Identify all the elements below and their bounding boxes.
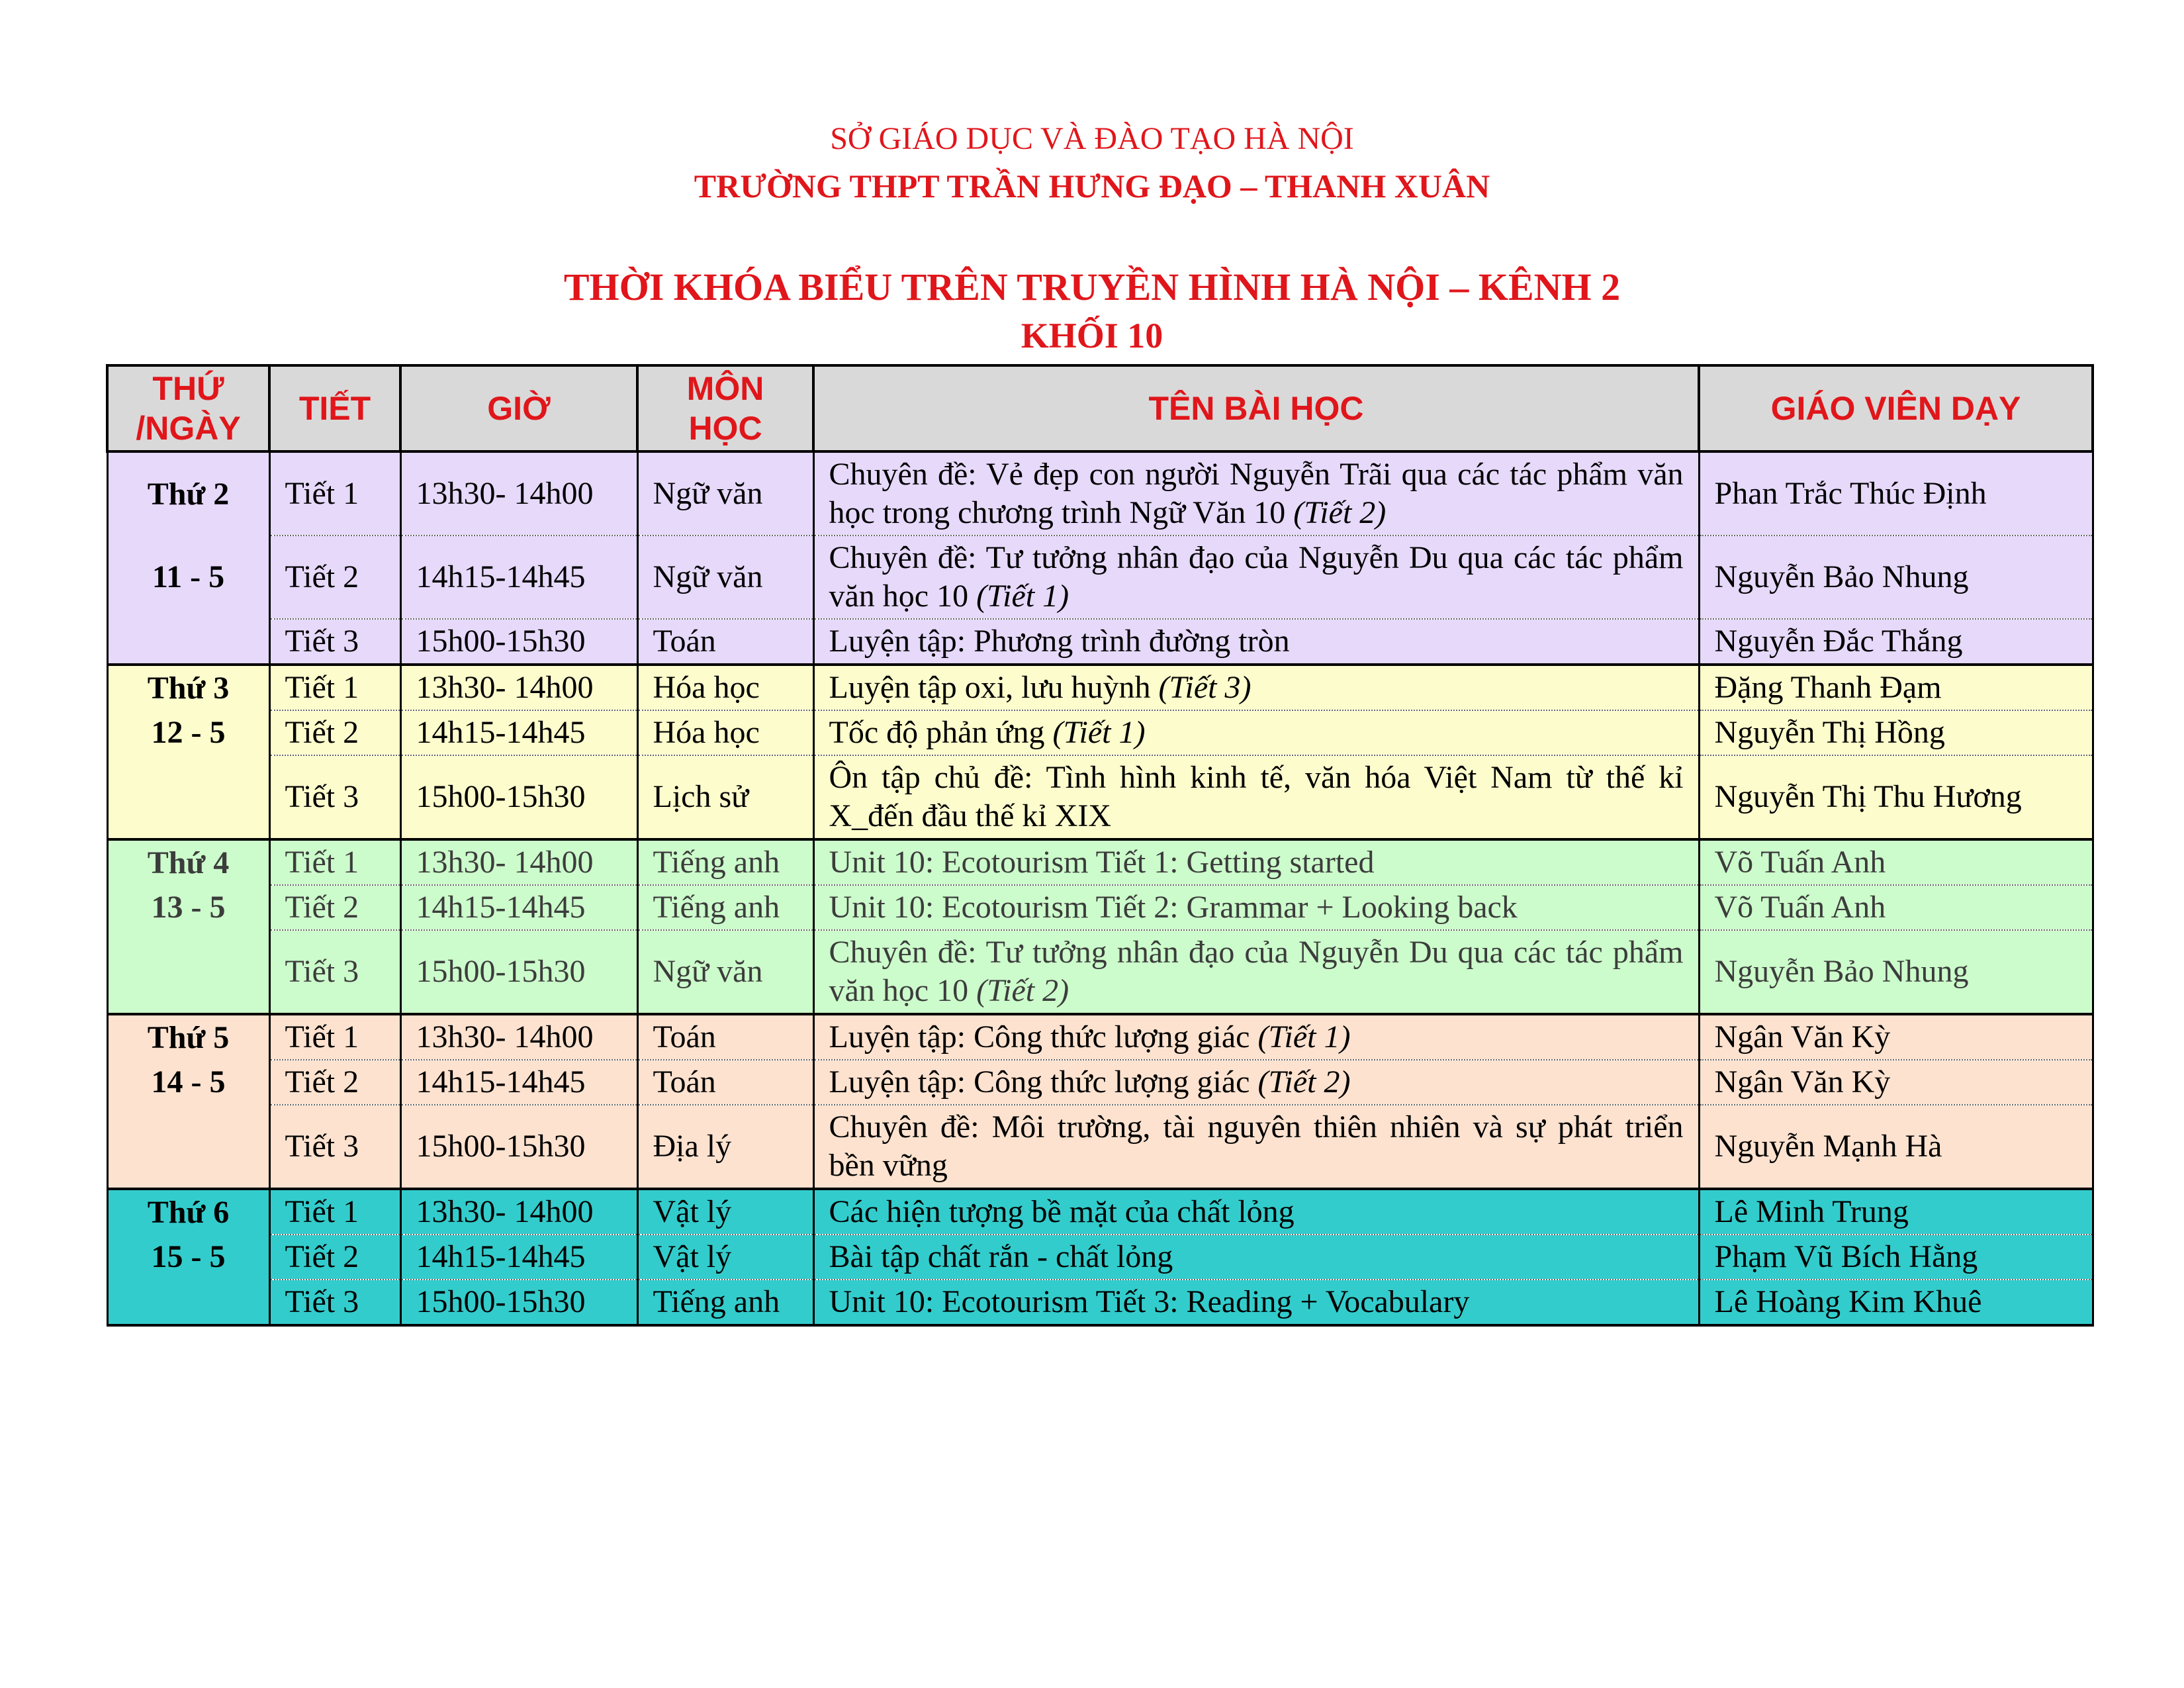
period-cell: Tiết 1: [269, 451, 400, 536]
lesson-cell: [813, 1189, 1699, 1235]
table-row: [107, 619, 2093, 665]
subject-cell: Ngữ văn: [637, 451, 813, 536]
day-spacer-cell: [107, 619, 269, 665]
subject-cell: Ngữ văn: [637, 536, 813, 619]
lesson-title: Chuyên đề: Tư tưởng nhân đạo của Nguyễn Du qua các tác phẩm văn học 10: [829, 540, 1684, 614]
period-cell: Tiết 1: [269, 1014, 400, 1060]
table-row: [107, 1235, 2093, 1280]
period-cell: Tiết 3: [269, 755, 400, 839]
teacher-cell: Nguyễn Bảo Nhung: [1699, 930, 2093, 1014]
lesson-title: Unit 10: Ecotourism Tiết 3: Reading + Vocabulary: [829, 1284, 1470, 1319]
subject-cell: Hóa học: [637, 710, 813, 755]
lesson-cell: [813, 885, 1699, 930]
lesson-cell: [813, 1280, 1699, 1325]
lesson-cell: [813, 710, 1699, 755]
period-cell: Tiết 3: [269, 930, 400, 1014]
table-row: [107, 930, 2093, 1014]
lesson-cell: [813, 755, 1699, 839]
lesson-title: Chuyên đề: Môi trường, tài nguyên thiên nhiên và sự phát triển bền vững: [829, 1109, 1684, 1183]
table-row: [107, 755, 2093, 839]
time-cell: 14h15-14h45: [400, 536, 637, 619]
lesson-title: Các hiện tượng bề mặt của chất lỏng: [829, 1194, 1295, 1229]
table-row: [107, 1060, 2093, 1105]
teacher-cell: Nguyễn Mạnh Hà: [1699, 1105, 2093, 1189]
date-cell: 12 - 5: [107, 710, 269, 755]
period-cell: Tiết 1: [269, 1189, 400, 1235]
teacher-cell: Lê Hoàng Kim Khuê: [1699, 1280, 2093, 1325]
time-cell: 14h15-14h45: [400, 1060, 637, 1105]
period-cell: Tiết 3: [269, 619, 400, 665]
lesson-title: Luyện tập: Công thức lượng giác: [829, 1019, 1250, 1055]
lesson-cell: [813, 1235, 1699, 1280]
weekday-cell: Thứ 5: [107, 1014, 269, 1060]
lesson-title: Unit 10: Ecotourism Tiết 1: Getting started: [829, 845, 1375, 880]
time-cell: 15h00-15h30: [400, 619, 637, 665]
lesson-note: (Tiết 1): [1052, 715, 1146, 750]
teacher-cell: Lê Minh Trung: [1699, 1189, 2093, 1235]
subject-cell: Địa lý: [637, 1105, 813, 1189]
subject-cell: Toán: [637, 1060, 813, 1105]
subject-cell: Hóa học: [637, 665, 813, 710]
time-cell: 14h15-14h45: [400, 885, 637, 930]
teacher-cell: Ngân Văn Kỳ: [1699, 1014, 2093, 1060]
lesson-cell: [813, 1105, 1699, 1189]
lesson-note: (Tiết 2): [976, 973, 1069, 1008]
day-spacer-cell: [107, 930, 269, 1014]
teacher-cell: Võ Tuấn Anh: [1699, 885, 2093, 930]
table-row: [107, 710, 2093, 755]
teacher-cell: Nguyễn Bảo Nhung: [1699, 536, 2093, 619]
date-cell: 11 - 5: [107, 536, 269, 619]
lesson-note: (Tiết 1): [1257, 1019, 1351, 1055]
teacher-cell: Phạm Vũ Bích Hằng: [1699, 1235, 2093, 1280]
col-header-subject-line2: HỌC: [688, 410, 762, 447]
teacher-cell: Nguyễn Đắc Thắng: [1699, 619, 2093, 665]
lesson-cell: [813, 839, 1699, 885]
table-row: [107, 1189, 2093, 1235]
weekday-cell: Thứ 4: [107, 839, 269, 885]
lesson-title: Bài tập chất rắn - chất lỏng: [829, 1239, 1173, 1274]
teacher-cell: Nguyễn Thị Thu Hương: [1699, 755, 2093, 839]
period-cell: Tiết 2: [269, 536, 400, 619]
col-header-day-line2: /NGÀY: [136, 410, 241, 447]
day-spacer-cell: [107, 755, 269, 839]
period-cell: Tiết 2: [269, 885, 400, 930]
col-header-subject-line1: MÔN: [686, 370, 764, 407]
school-name: TRƯỜNG THPT TRẦN HƯNG ĐẠO – THANH XUÂN: [694, 167, 1490, 205]
period-cell: Tiết 3: [269, 1280, 400, 1325]
time-cell: 15h00-15h30: [400, 755, 637, 839]
table-row: [107, 665, 2093, 710]
time-cell: 13h30- 14h00: [400, 839, 637, 885]
lesson-cell: [813, 1014, 1699, 1060]
period-cell: Tiết 2: [269, 710, 400, 755]
col-header-teacher: GIÁO VIÊN DẠY: [1699, 365, 2093, 451]
lesson-cell: [813, 451, 1699, 536]
subject-cell: Tiếng anh: [637, 1280, 813, 1325]
subject-cell: Vật lý: [637, 1189, 813, 1235]
day-spacer-cell: [107, 1105, 269, 1189]
date-cell: 13 - 5: [107, 885, 269, 930]
lesson-note: (Tiết 2): [1293, 495, 1387, 530]
lesson-title: Luyện tập: Công thức lượng giác: [829, 1064, 1250, 1100]
col-header-time: GIỜ: [400, 365, 637, 451]
col-header-lesson: TÊN BÀI HỌC: [813, 365, 1699, 451]
col-header-subject: [637, 365, 813, 451]
lesson-cell: [813, 665, 1699, 710]
document-title: THỜI KHÓA BIỂU TRÊN TRUYỀN HÌNH HÀ NỘI – KÊNH 2: [563, 265, 1621, 308]
table-row: [107, 885, 2093, 930]
time-cell: 13h30- 14h00: [400, 1014, 637, 1060]
day-spacer-cell: [107, 1280, 269, 1325]
period-cell: Tiết 3: [269, 1105, 400, 1189]
col-header-day: [107, 365, 269, 451]
subject-cell: Vật lý: [637, 1235, 813, 1280]
lesson-cell: [813, 619, 1699, 665]
time-cell: 14h15-14h45: [400, 1235, 637, 1280]
date-cell: 15 - 5: [107, 1235, 269, 1280]
lesson-cell: [813, 930, 1699, 1014]
period-cell: Tiết 1: [269, 839, 400, 885]
table-row: [107, 1105, 2093, 1189]
lesson-title: Tốc độ phản ứng: [829, 715, 1045, 750]
lesson-cell: [813, 536, 1699, 619]
subject-cell: Lịch sử: [637, 755, 813, 839]
teacher-cell: Ngân Văn Kỳ: [1699, 1060, 2093, 1105]
table-row: [107, 536, 2093, 619]
time-cell: 13h30- 14h00: [400, 451, 637, 536]
table-row: [107, 1280, 2093, 1325]
lesson-cell: [813, 1060, 1699, 1105]
weekday-cell: Thứ 6: [107, 1189, 269, 1235]
grade-label: KHỐI 10: [1021, 316, 1163, 355]
lesson-title: Chuyên đề: Tư tưởng nhân đạo của Nguyễn Du qua các tác phẩm văn học 10: [829, 935, 1684, 1008]
lesson-title: Chuyên đề: Vẻ đẹp con người Nguyễn Trãi qua các tác phẩm văn học trong chương trình Ngữ Văn 10: [829, 457, 1684, 530]
time-cell: 15h00-15h30: [400, 1105, 637, 1189]
period-cell: Tiết 1: [269, 665, 400, 710]
table-row: [107, 839, 2093, 885]
table-row: [107, 1014, 2093, 1060]
col-header-period: TIẾT: [269, 365, 400, 451]
teacher-cell: Nguyễn Thị Hồng: [1699, 710, 2093, 755]
lesson-title: Unit 10: Ecotourism Tiết 2: Grammar + Looking back: [829, 890, 1518, 925]
period-cell: Tiết 2: [269, 1235, 400, 1280]
weekday-cell: Thứ 2: [107, 451, 269, 536]
lesson-note: (Tiết 2): [1257, 1064, 1351, 1100]
col-header-day-line1: THỨ: [152, 370, 224, 407]
timetable: [106, 364, 2094, 1327]
subject-cell: Tiếng anh: [637, 885, 813, 930]
lesson-title: Luyện tập: Phương trình đường tròn: [829, 624, 1290, 659]
time-cell: 14h15-14h45: [400, 710, 637, 755]
lesson-note: (Tiết 1): [976, 579, 1069, 614]
table-row: [107, 451, 2093, 536]
date-cell: 14 - 5: [107, 1060, 269, 1105]
teacher-cell: Đặng Thanh Đạm: [1699, 665, 2093, 710]
lesson-title: Luyện tập oxi, lưu huỳnh: [829, 670, 1151, 705]
time-cell: 15h00-15h30: [400, 1280, 637, 1325]
time-cell: 13h30- 14h00: [400, 665, 637, 710]
subject-cell: Toán: [637, 619, 813, 665]
teacher-cell: Võ Tuấn Anh: [1699, 839, 2093, 885]
weekday-cell: Thứ 3: [107, 665, 269, 710]
time-cell: 15h00-15h30: [400, 930, 637, 1014]
teacher-cell: Phan Trắc Thúc Định: [1699, 451, 2093, 536]
subject-cell: Ngữ văn: [637, 930, 813, 1014]
lesson-title: Ôn tập chủ đề: Tình hình kinh tế, văn hóa Việt Nam từ thế kỉ X_đến đầu thế kỉ XIX: [829, 760, 1684, 833]
department-name: SỞ GIÁO DỤC VÀ ĐÀO TẠO HÀ NỘI: [830, 121, 1354, 156]
header-row: [107, 365, 2093, 451]
lesson-note: (Tiết 3): [1158, 670, 1251, 705]
period-cell: Tiết 2: [269, 1060, 400, 1105]
subject-cell: Tiếng anh: [637, 839, 813, 885]
subject-cell: Toán: [637, 1014, 813, 1060]
time-cell: 13h30- 14h00: [400, 1189, 637, 1235]
